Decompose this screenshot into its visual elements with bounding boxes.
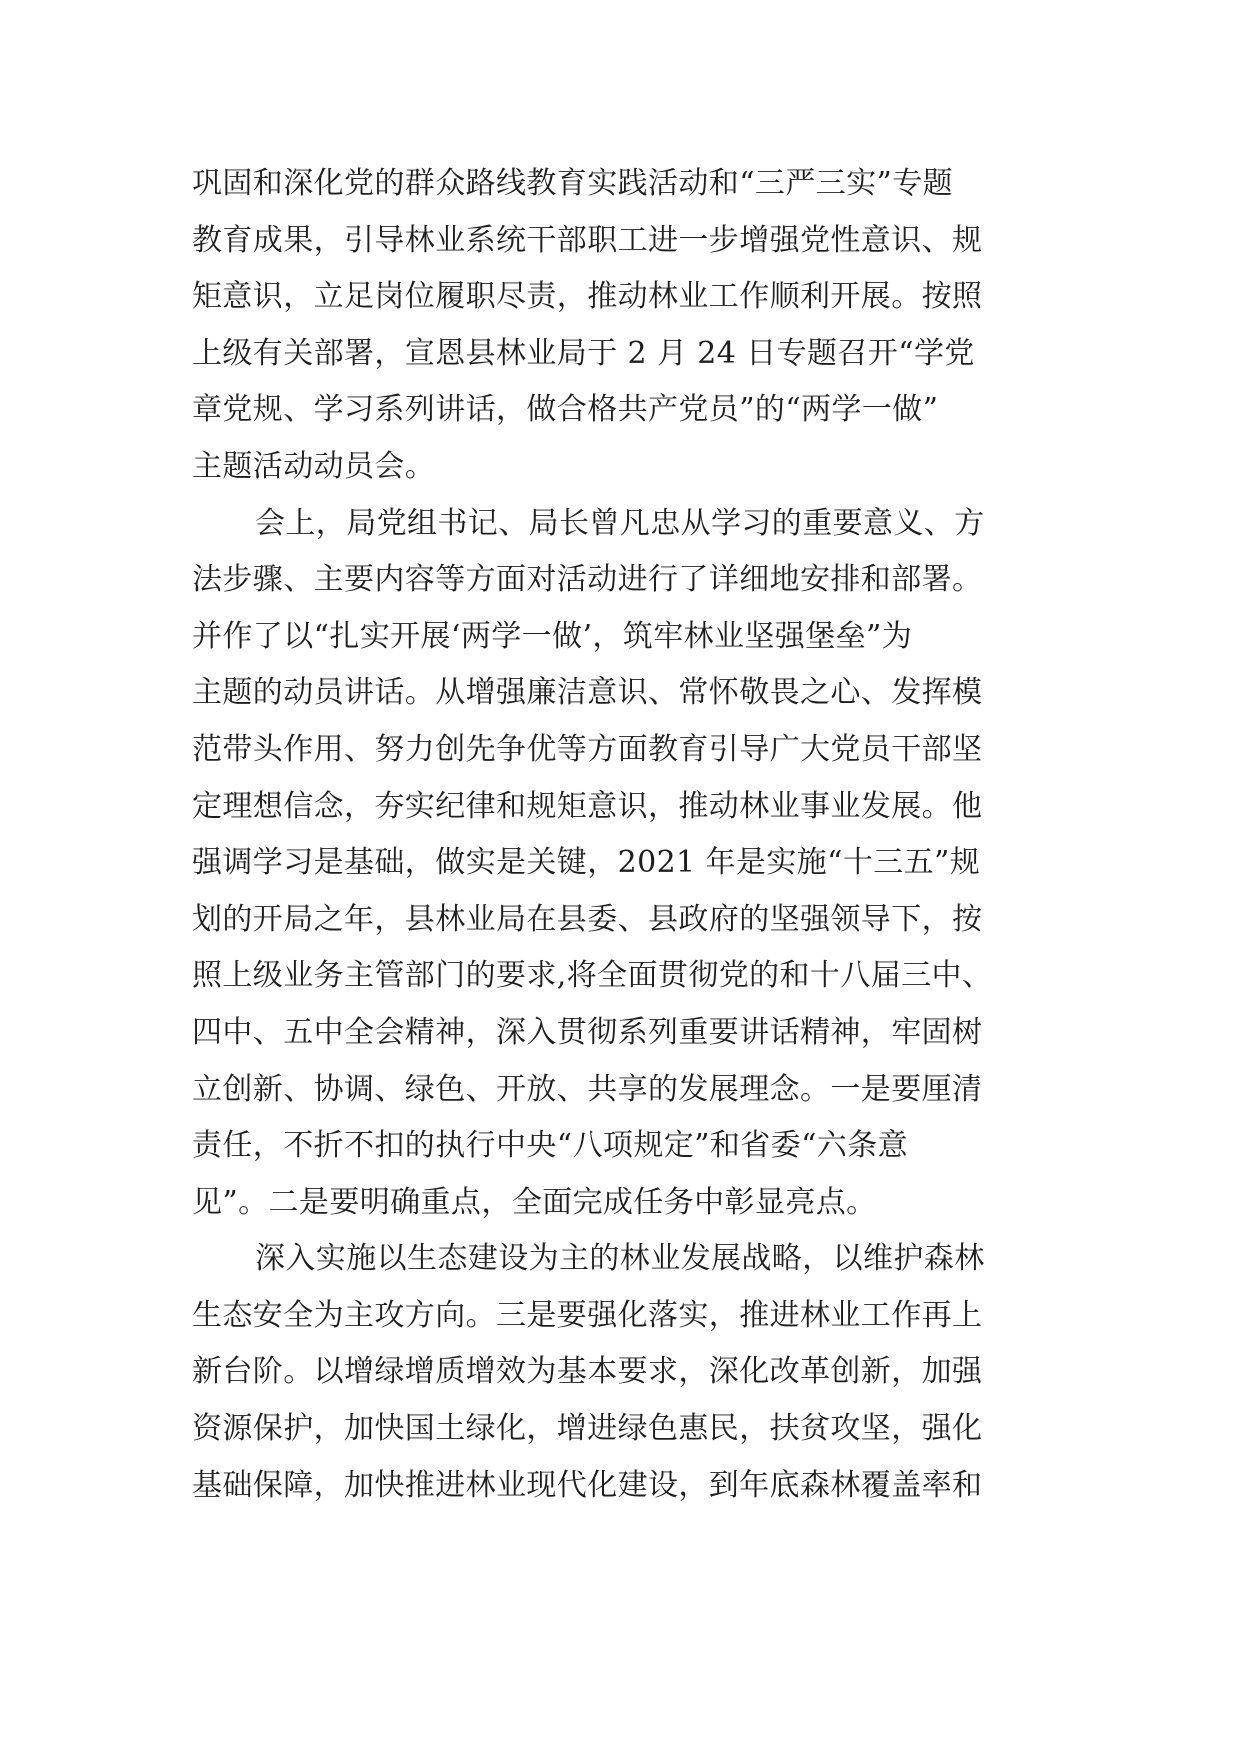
text-line: 新台阶。以增绿增质增效为基本要求，深化改革创新，加强 [192, 1354, 983, 1390]
text-line: 划的开局之年，县林业局在县委、县政府的坚强领导下，按 [192, 901, 983, 937]
text-line: 四中、五中全会精神，深入贯彻系列重要讲话精神，牢固树 [192, 1014, 983, 1050]
text-line: 基础保障，加快推进林业现代化建设，到年底森林覆盖率和 [192, 1467, 983, 1503]
text-line: 范带头作用、努力创先争优等方面教育引导广大党员干部坚 [192, 731, 983, 767]
text-line: 立创新、协调、绿色、开放、共享的发展理念。一是要厘清 [192, 1071, 983, 1107]
text-line: 并作了以“扎实开展‘两学一做’，筑牢林业坚强堡垒”为 [192, 618, 913, 654]
text-line: 强调学习是基础，做实是关键，2021 年是实施“十三五”规 [192, 845, 981, 881]
text-line: 教育成果，引导林业系统干部职工进一步增强党性意识、规 [192, 222, 983, 258]
text-line: 会上，局党组书记、局长曾凡忠从学习的重要意义、方 [255, 505, 985, 541]
paragraph-1 [192, 156, 1052, 496]
paragraph-3 [192, 1231, 1052, 1514]
text-line: 矩意识，立足岗位履职尽责，推动林业工作顺利开展。按照 [192, 279, 983, 315]
document-body [192, 156, 1052, 1514]
text-line: 定理想信念，夯实纪律和规矩意识，推动林业事业发展。他 [192, 788, 983, 824]
text-line: 照上级业务主管部门的要求,将全面贯彻党的和十八届三中、 [192, 958, 993, 994]
text-line: 主题的动员讲话。从增强廉洁意识、常怀敬畏之心、发挥模 [192, 675, 983, 711]
text-line: 法步骤、主要内容等方面对活动进行了详细地安排和部署。 [192, 562, 983, 598]
paragraph-2 [192, 496, 1052, 1232]
text-line: 章党规、学习系列讲话，做合格共产党员”的“两学一做” [192, 392, 939, 428]
text-line: 主题活动动员会。 [192, 448, 436, 484]
text-line: 责任，不折不扣的执行中央“八项规定”和省委“六条意 [192, 1128, 909, 1164]
text-line: 深入实施以生态建设为主的林业发展战略，以维护森林 [255, 1241, 985, 1277]
text-line: 资源保护，加快国土绿化，增进绿色惠民，扶贫攻坚，强化 [192, 1411, 983, 1447]
text-line: 上级有关部署，宣恩县林业局于 2 月 24 日专题召开“学党 [192, 335, 975, 371]
text-line: 生态安全为主攻方向。三是要强化落实，推进林业工作再上 [192, 1297, 983, 1333]
text-line: 巩固和深化党的群众路线教育实践活动和“三严三实”专题 [192, 166, 954, 201]
text-line: 见”。二是要明确重点，全面完成任务中彰显亮点。 [192, 1184, 877, 1220]
